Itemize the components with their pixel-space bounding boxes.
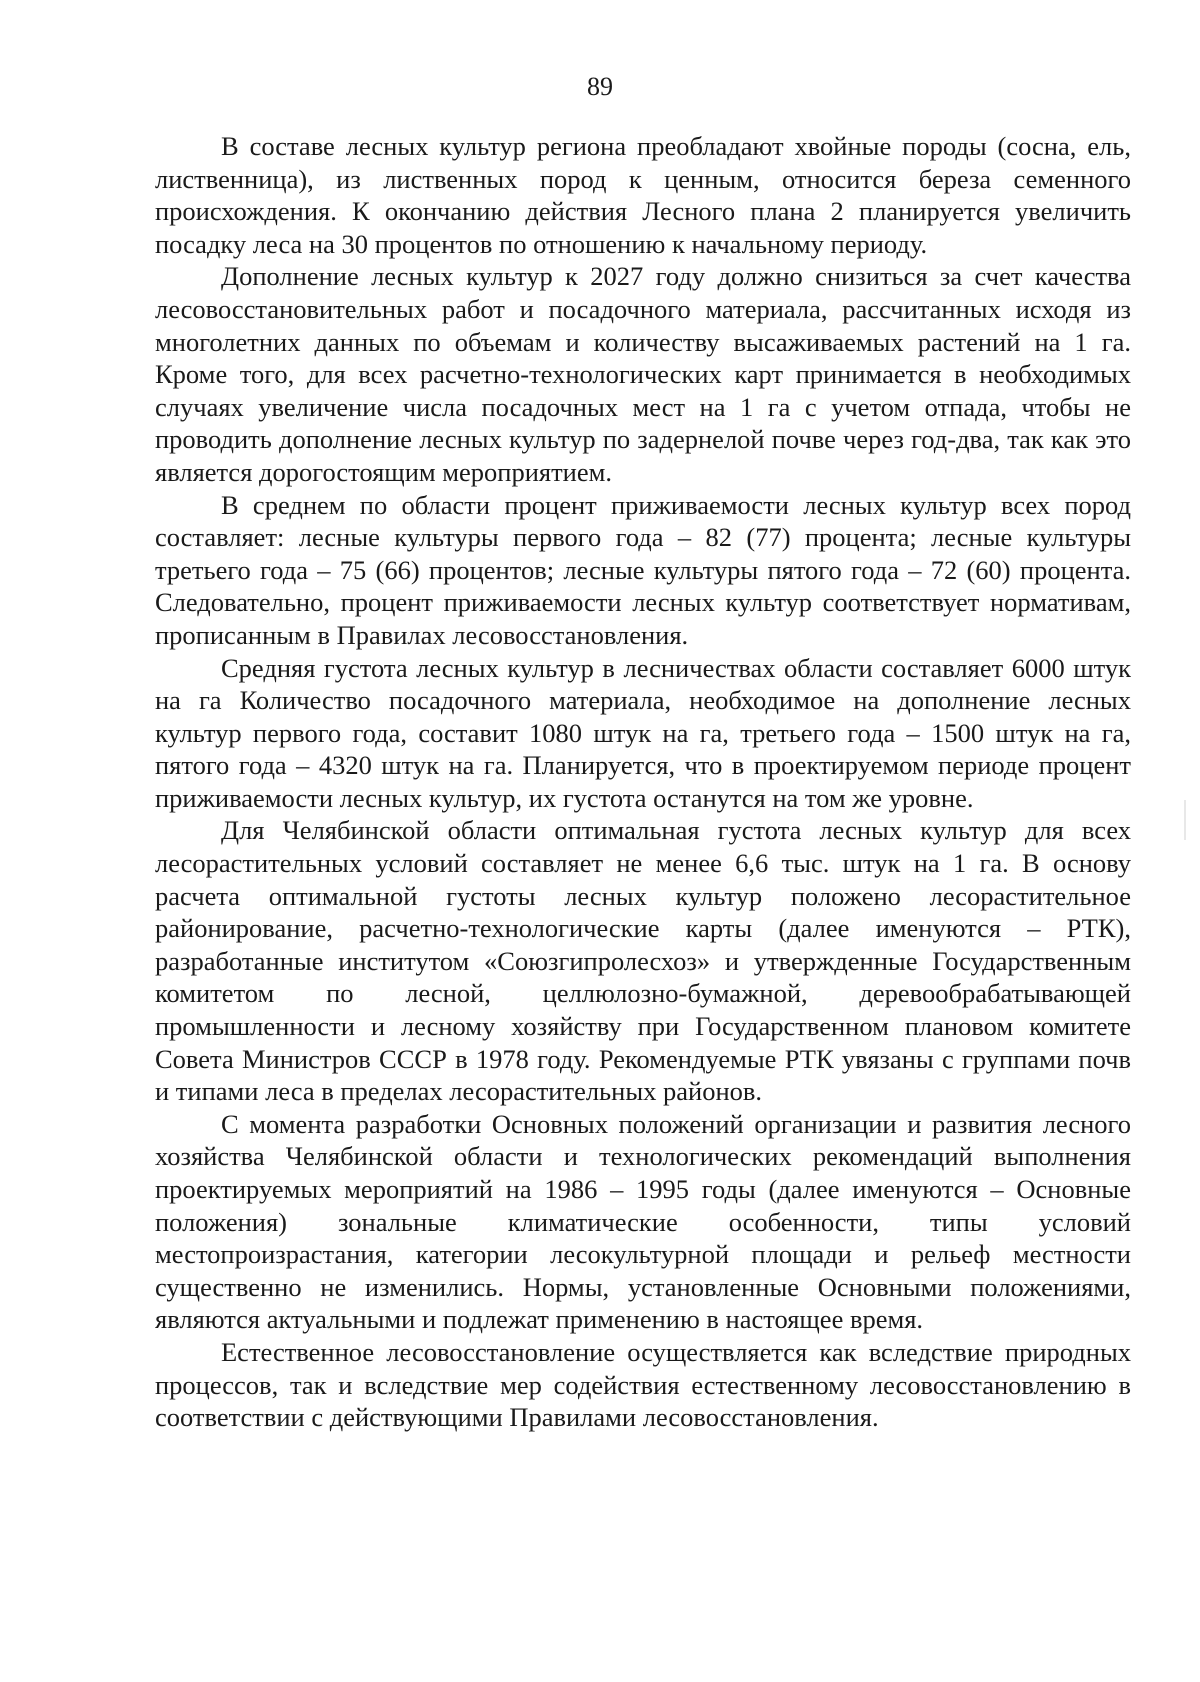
paragraph-supplementation: Дополнение лесных культур к 2027 году должно снизиться за счет качества лесовосстановительных работ и посадочного материала, рассчитанных исходя из многолетних данных по объемам и количеству высаживаемых растений на 1 га. Кроме того, для всех расчетно-технологических карт принимается в необходимых случаях увеличение числа посадочных мест на 1 га с учетом отпада, чтобы не проводить дополнение лесных культур по задернелой почве через год-два, так как это является дорогостоящим мероприятием. bbox=[155, 261, 1131, 487]
paragraph-basic-provisions: С момента разработки Основных положений организации и развития лесного хозяйства Челябинской области и технологических рекомендаций выполнения проектируемых мероприятий на 1986 – 1995 годы (далее именуются – Основные положения) зональные климатические особенности, типы условий местопроизрастания, категории лесокультурной площади и рельеф местности существенно не изменились. Нормы, установленные Основными положениями, являются актуальными и подлежат применению в настоящее время. bbox=[155, 1108, 1131, 1335]
paragraph-survival-rate: В среднем по области процент приживаемости лесных культур всех пород составляет: лесные культуры первого года – 82 (77) процента; лесные культуры третьего года – 75 (66) процентов; лесные культуры пятого года – 72 (60) процента. Следовательно, процент приживаемости лесных культур соответствует нормативам, прописанным в Правилах лесовосстановления. bbox=[155, 489, 1131, 650]
paragraph-natural-regeneration: Естественное лесовосстановление осуществляется как вследствие природных процессов, так и вследствие мер содействия естественному лесовосстановлению в соответствии с действующими Правилами лесовосстановления. bbox=[155, 1336, 1131, 1433]
paragraph-density: Средняя густота лесных культур в лесничествах области составляет 6000 штук на га Количество посадочного материала, необходимое на дополнение лесных культур первого года, составит 1080 штук на га, третьего года – 1500 штук на га, пятого года – 4320 штук на га. Планируется, что в проектируемом периоде процент приживаемости лесных культур, их густота останутся на том же уровне. bbox=[155, 652, 1131, 813]
page-number: 89 bbox=[587, 72, 613, 101]
paragraph-optimal-density: Для Челябинской области оптимальная густота лесных культур для всех лесорастительных условий составляет не менее 6,6 тыс. штук на 1 га. В основу расчета оптимальной густоты лесных культур положено лесорастительное районирование, расчетно-технологические карты (далее именуются – РТК), разработанные институтом «Союзгипролесхоз» и утвержденные Государственным комитетом по лесной, целлюлозно-бумажной, деревообрабатывающей промышленности и лесному хозяйству при Государственном плановом комитете Совета Министров СССР в 1978 году. Рекомендуемые РТК увязаны с группами почв и типами леса в пределах лесорастительных районов. bbox=[155, 815, 1131, 1107]
document-body bbox=[155, 130, 1131, 1434]
paragraph-conifer-composition: В составе лесных культур региона преобладают хвойные породы (сосна, ель, лиственница), из лиственных пород к ценным, относится береза семенного происхождения. К окончанию действия Лесного плана 2 планируется увеличить посадку леса на 30 процентов по отношению к начальному периоду. bbox=[155, 131, 1131, 259]
scan-edge-mark bbox=[1184, 800, 1186, 840]
